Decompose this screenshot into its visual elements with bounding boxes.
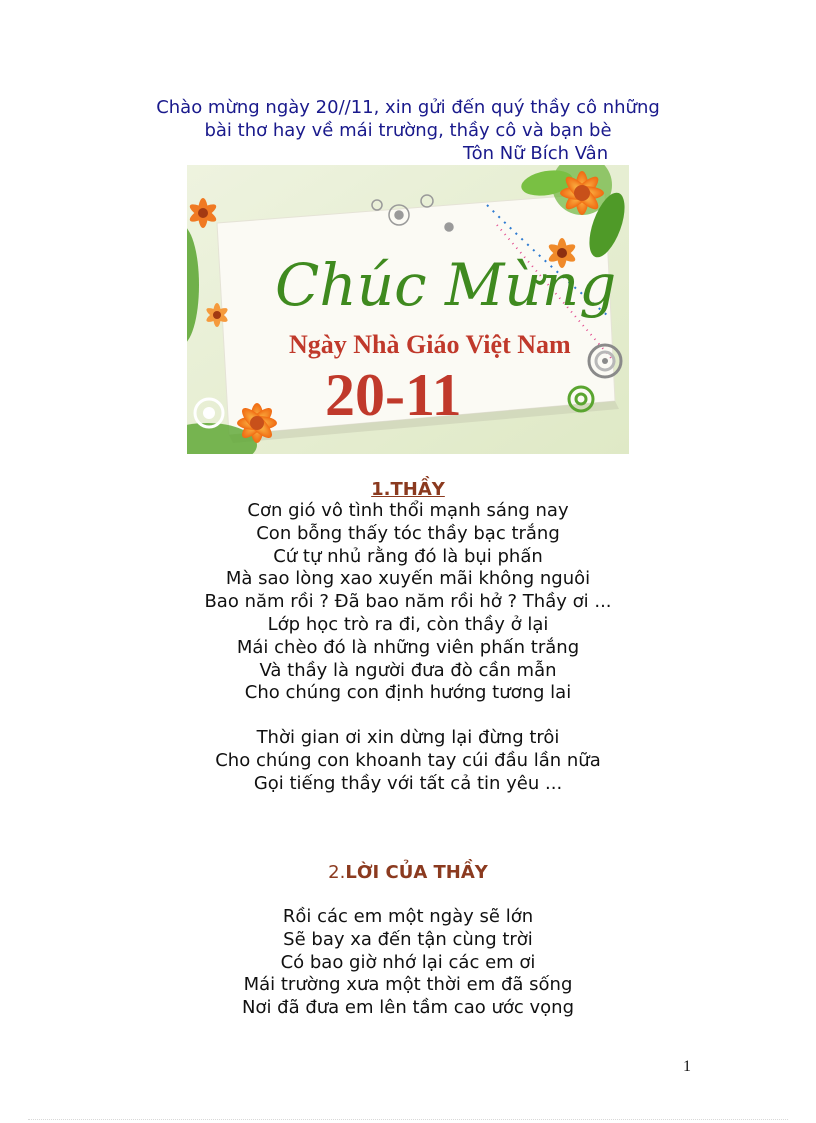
author-name: Tôn Nữ Bích Vân bbox=[463, 143, 609, 164]
poem-1-stanza-1 bbox=[0, 500, 816, 705]
poem-line: Rồi các em một ngày sẽ lớn bbox=[282, 906, 534, 927]
poem-line: Lớp học trò ra đi, còn thầy ở lại bbox=[267, 613, 549, 635]
poem-line: Cơn gió vô tình thổi mạnh sáng nay bbox=[247, 500, 569, 521]
poem-line: Thời gian ơi xin dừng lại đừng trôi bbox=[256, 727, 560, 748]
poem-line: Cho chúng con khoanh tay cúi đầu lần nữa bbox=[215, 749, 601, 771]
intro-text bbox=[0, 96, 816, 164]
poem-line: Mái trường xưa một thời em đã sống bbox=[243, 974, 573, 996]
page-number: 1 bbox=[683, 1058, 691, 1075]
poem-1-title: 1.THẦY bbox=[371, 479, 445, 500]
poem-2-stanza-1 bbox=[0, 906, 816, 1020]
poem-line: Mái chèo đó là những viên phấn trắng bbox=[236, 636, 580, 658]
poem-line: Gọi tiếng thầy với tất cả tin yêu ... bbox=[253, 772, 563, 794]
intro-line-2: bài thơ hay về mái trường, thầy cô và bạn bè bbox=[204, 120, 612, 141]
poem-line: Sẽ bay xa đến tận cùng trời bbox=[283, 928, 533, 950]
intro-line-1: Chào mừng ngày 20//11, xin gửi đến quý thầy cô những bbox=[156, 97, 660, 118]
poem-line: Cứ tự nhủ rằng đó là bụi phấn bbox=[273, 545, 543, 567]
poem-line: Con bỗng thấy tóc thầy bạc trắng bbox=[256, 522, 560, 544]
poem-1-stanza-2 bbox=[0, 727, 816, 795]
poem-2-title-text: LỜI CỦA THẦY bbox=[345, 862, 488, 883]
banner-greeting-script: Chúc Mừng bbox=[275, 251, 617, 319]
poem-line: Và thầy là người đưa đò cần mẫn bbox=[259, 659, 557, 681]
greeting-banner-image bbox=[187, 165, 629, 454]
poem-line: Có bao giờ nhớ lại các em ơi bbox=[280, 951, 536, 973]
poem-2-number: 2. bbox=[328, 862, 346, 883]
poem-line: Nơi đã đưa em lên tầm cao ước vọng bbox=[241, 997, 575, 1019]
poem-2-title bbox=[0, 862, 816, 883]
poem-line: Bao năm rồi ? Đã bao năm rồi hở ? Thầy ơi ... bbox=[204, 591, 612, 613]
banner-illustration bbox=[187, 165, 629, 454]
poem-line: Mà sao lòng xao xuyến mãi không nguôi bbox=[225, 568, 591, 590]
banner-subtitle: Ngày Nhà Giáo Việt Nam bbox=[289, 330, 571, 359]
banner-date: 20-11 bbox=[325, 362, 462, 428]
footer-divider bbox=[28, 1119, 788, 1120]
poem-line: Cho chúng con định hướng tương lai bbox=[244, 682, 572, 704]
